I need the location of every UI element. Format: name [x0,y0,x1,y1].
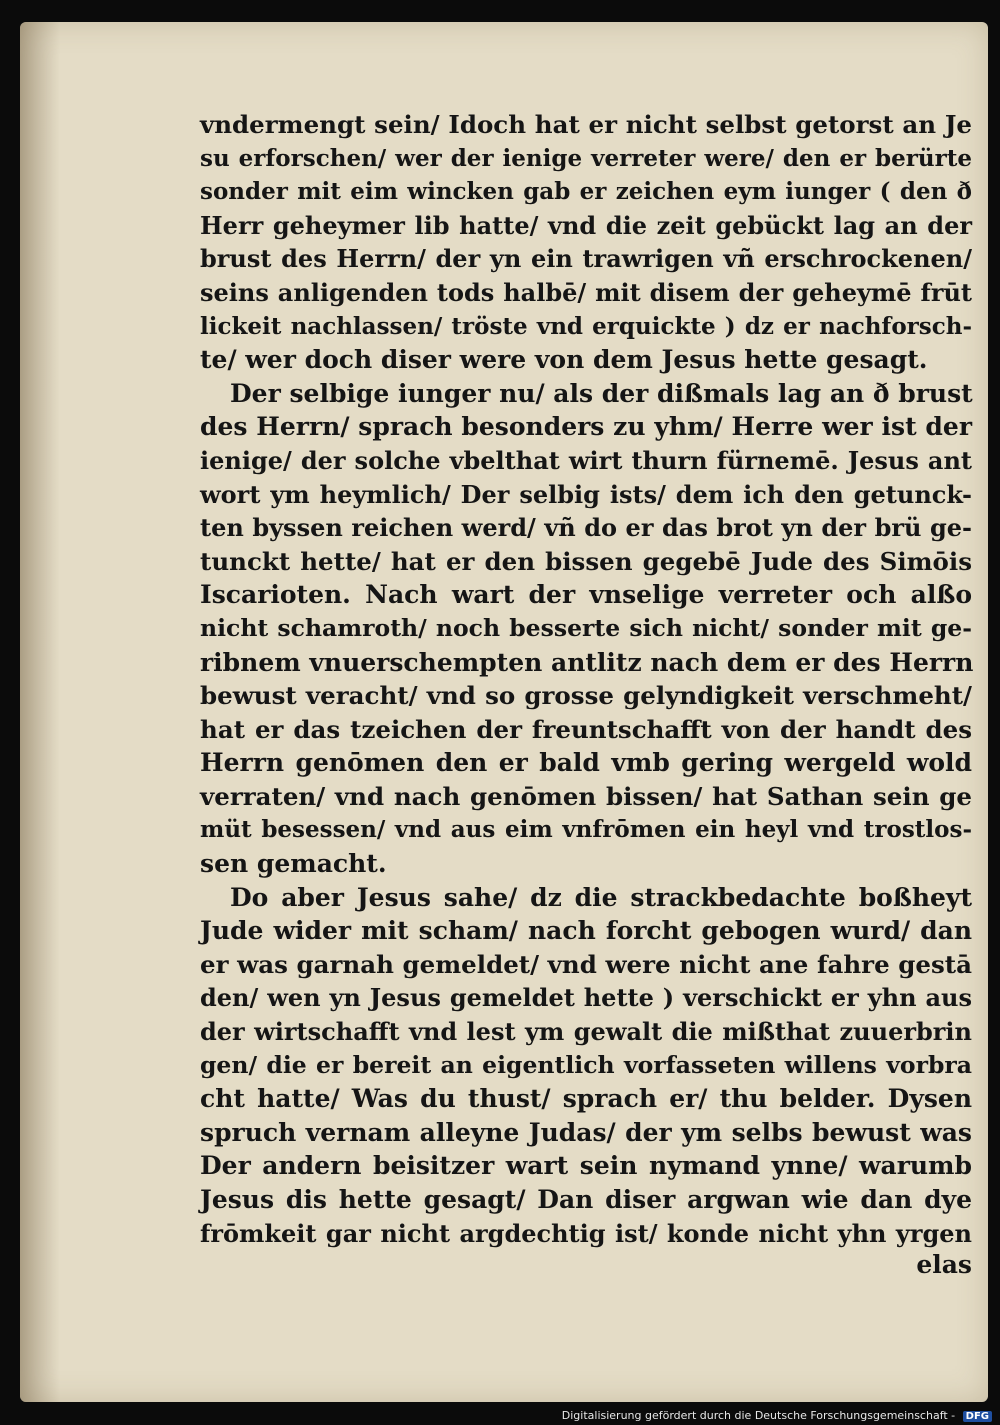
text-line: seins anligenden tods halbē/ mit disem der geheymē frūt [200,277,972,307]
text-line: spruch vernam alleyne Judas/ der ym selbs bewust was [200,1117,972,1147]
text-line: verraten/ vnd nach genōmen bissen/ hat Sathan sein ge [200,781,972,811]
text-line: ienige/ der solche vbelthat wirt thurn fürnemē. Jesus ant [200,445,972,475]
text-line: Der andern beisitzer wart sein nymand ynne/ warumb [200,1151,972,1181]
catchword: elas [916,1250,972,1280]
text-line: frōmkeit gar nicht argdechtig ist/ konde nicht yhn yrgen [200,1218,972,1248]
text-line: Jesus dis hette gesagt/ Dan diser argwan wie dan dye [200,1185,972,1214]
text-line: Herr geheymer lib hatte/ vnd die zeit gebückt lag an der [200,210,972,240]
dfg-logo: DFG [963,1411,992,1422]
text-line: wort ym heymlich/ Der selbig ists/ dem ich den getunck- [200,479,972,509]
text-line: er was garnah gemeldet/ vnd were nicht ane fahre gestā [200,949,972,979]
text-line: lickeit nachlassen/ tröste vnd erquickte ) dz er nachforsch- [200,312,972,340]
text-line: nicht schamroth/ noch besserte sich nicht/ sonder mit ge- [200,613,972,642]
text-line: cht hatte/ Was du thust/ sprach er/ thu belder. Dysen [200,1084,972,1114]
text-line: hat er das tzeichen der freuntschafft von der handt des [200,714,972,744]
footer-credit-text: Digitalisierung gefördert durch die Deutsche Forschungsgemeinschaft - [561,1409,956,1422]
text-line: den/ wen yn Jesus gemeldet hette ) verschickt er yhn aus [200,983,972,1013]
text-line: gen/ die er bereit an eigentlich vorfasseten willens vorbra [200,1050,972,1079]
text-line: Der selbige iunger nu/ als der dißmals lag an ð brust [230,378,973,408]
text-line: sonder mit eim wincken gab er zeichen eym iunger ( den ð [200,178,972,206]
text-line: ten byssen reichen werd/ vñ do er das brot yn der brü ge- [200,513,972,543]
text-line: su erforschen/ wer der ienige verreter were/ den er berürte [200,144,972,172]
text-line: tunckt hette/ hat er den bissen gegebē Jude des Simōis [200,546,972,576]
text-line: te/ wer doch diser were von dem Jesus hette gesagt. [200,345,928,375]
funding-footer [562,1409,992,1422]
text-line: brust des Herrn/ der yn ein trawrigen vñ erschrockenen/ [200,244,972,274]
text-line: des Herrn/ sprach besonders zu yhm/ Herre wer ist der [200,412,972,442]
text-line: müt besessen/ vnd aus eim vnfrōmen ein heyl vnd trostlos- [200,816,972,844]
page-text-block [200,108,974,1280]
text-line: bewust veracht/ vnd so grosse gelyndigkeit verschmeht/ [200,681,972,711]
text-line: Iscarioten. Nach wart der vnselige verreter och alßo [200,580,972,610]
text-line: vndermengt sein/ Idoch hat er nicht selbst getorst an Je [200,110,972,139]
text-line: der wirtschafft vnd lest ym gewalt die mißthat zuuerbrin [200,1017,972,1047]
text-line: ribnem vnuerschempten antlitz nach dem er des Herrn [200,647,974,677]
text-line: Jude wider mit scham/ nach forcht gebogen wurd/ dan [200,916,972,946]
text-line: sen gemacht. [200,849,387,879]
book-page [20,22,988,1402]
text-line: Herrn genōmen den er bald vmb gering wergeld wold [200,748,972,778]
text-line: Do aber Jesus sahe/ dz die strackbedachte boßheyt [230,882,972,912]
